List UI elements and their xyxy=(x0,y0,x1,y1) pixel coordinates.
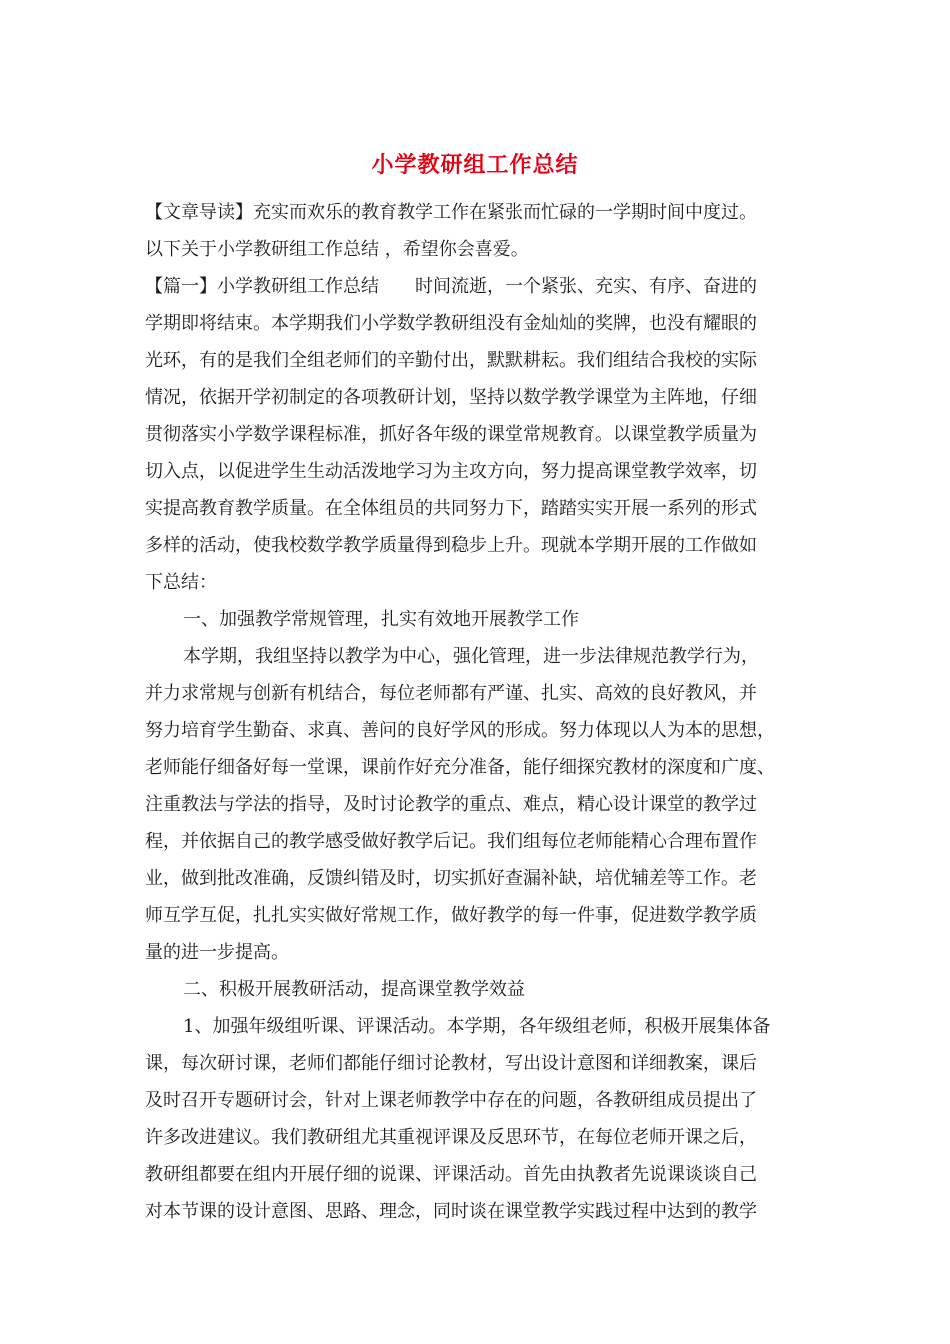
section-text: 时间流逝，一个紧张、充实、有序、奋进的 xyxy=(415,276,757,297)
text-line: 贯彻落实小学数学课程标准，抓好各年级的课堂常规教育。以课堂教学质量为 xyxy=(145,424,757,445)
text-line: 课，每次研讨课，老师们都能仔细讨论教材，写出设计意图和详细教案，课后 xyxy=(145,1053,757,1074)
text-line: 对本节课的设计意图、思路、理念，同时谈在课堂教学实践过程中达到的教学 xyxy=(145,1201,757,1222)
text-line: 师互学互促，扎扎实实做好常规工作，做好教学的每一件事，促进数学教学质 xyxy=(145,905,757,926)
text-line: 许多改进建议。我们教研组尤其重视评课及反思环节，在每位老师开课之后， xyxy=(145,1127,757,1148)
section-heading: 一、加强教学常规管理，扎实有效地开展教学工作 xyxy=(183,609,579,630)
text-line: 学期即将结束。本学期我们小学数学教研组没有金灿灿的奖牌，也没有耀眼的 xyxy=(145,313,757,334)
text-line: 实提高教育教学质量。在全体组员的共同努力下，踏踏实实开展一系列的形式 xyxy=(145,498,757,519)
section-heading: 二、积极开展教研活动，提高课堂教学效益 xyxy=(183,979,525,1000)
text-line: 业，做到批改准确，反馈纠错及时，切实抓好查漏补缺，培优辅差等工作。老 xyxy=(145,868,757,889)
text-line: 并力求常规与创新有机结合，每位老师都有严谨、扎实、高效的良好教风，并 xyxy=(145,683,757,704)
text-line: 本学期，我组坚持以教学为中心，强化管理，进一步法律规范教学行为， xyxy=(183,646,759,667)
text-line: 光环，有的是我们全组老师们的辛勤付出，默默耕耘。我们组结合我校的实际 xyxy=(145,350,757,371)
text-line: 量的进一步提高。 xyxy=(145,942,289,963)
text-line: 多样的活动，使我校数学教学质量得到稳步上升。现就本学期开展的工作做如 xyxy=(145,535,757,556)
text-line: 老师能仔细备好每一堂课，课前作好充分准备，能仔细探究教材的深度和广度、 xyxy=(145,757,775,778)
text-line: 1、加强年级组听课、评课活动。本学期，各年级组老师，积极开展集体备 xyxy=(183,1016,771,1037)
text-line: 下总结： xyxy=(145,572,217,593)
text-line: 教研组都要在组内开展仔细的说课、评课活动。首先由执教者先说课谈谈自己 xyxy=(145,1164,757,1185)
text-line: 【文章导读】充实而欢乐的教育教学工作在紧张而忙碌的一学期时间中度过。 xyxy=(145,202,757,223)
document-title: 小学教研组工作总结 xyxy=(371,152,579,178)
text-line: 注重教法与学法的指导，及时讨论教学的重点、难点，精心设计课堂的教学过 xyxy=(145,794,757,815)
text-line: 以下关于小学教研组工作总结 ，希望你会喜爱。 xyxy=(145,239,529,260)
text-line-heading xyxy=(145,274,757,300)
text-line: 切入点，以促进学生生动活泼地学习为主攻方向，努力提高课堂教学效率，切 xyxy=(145,461,757,482)
text-line: 及时召开专题研讨会，针对上课老师教学中存在的问题，各教研组成员提出了 xyxy=(145,1090,757,1111)
text-line: 努力培育学生勤奋、求真、善问的良好学风的形成。努力体现以人为本的思想， xyxy=(145,720,775,741)
text-line: 情况，依据开学初制定的各项教研计划，坚持以数学教学课堂为主阵地，仔细 xyxy=(145,387,757,408)
text-line: 程，并依据自己的教学感受做好教学后记。我们组每位老师能精心合理布置作 xyxy=(145,831,757,852)
section-label: 【篇一】小学教研组工作总结 xyxy=(145,276,379,297)
